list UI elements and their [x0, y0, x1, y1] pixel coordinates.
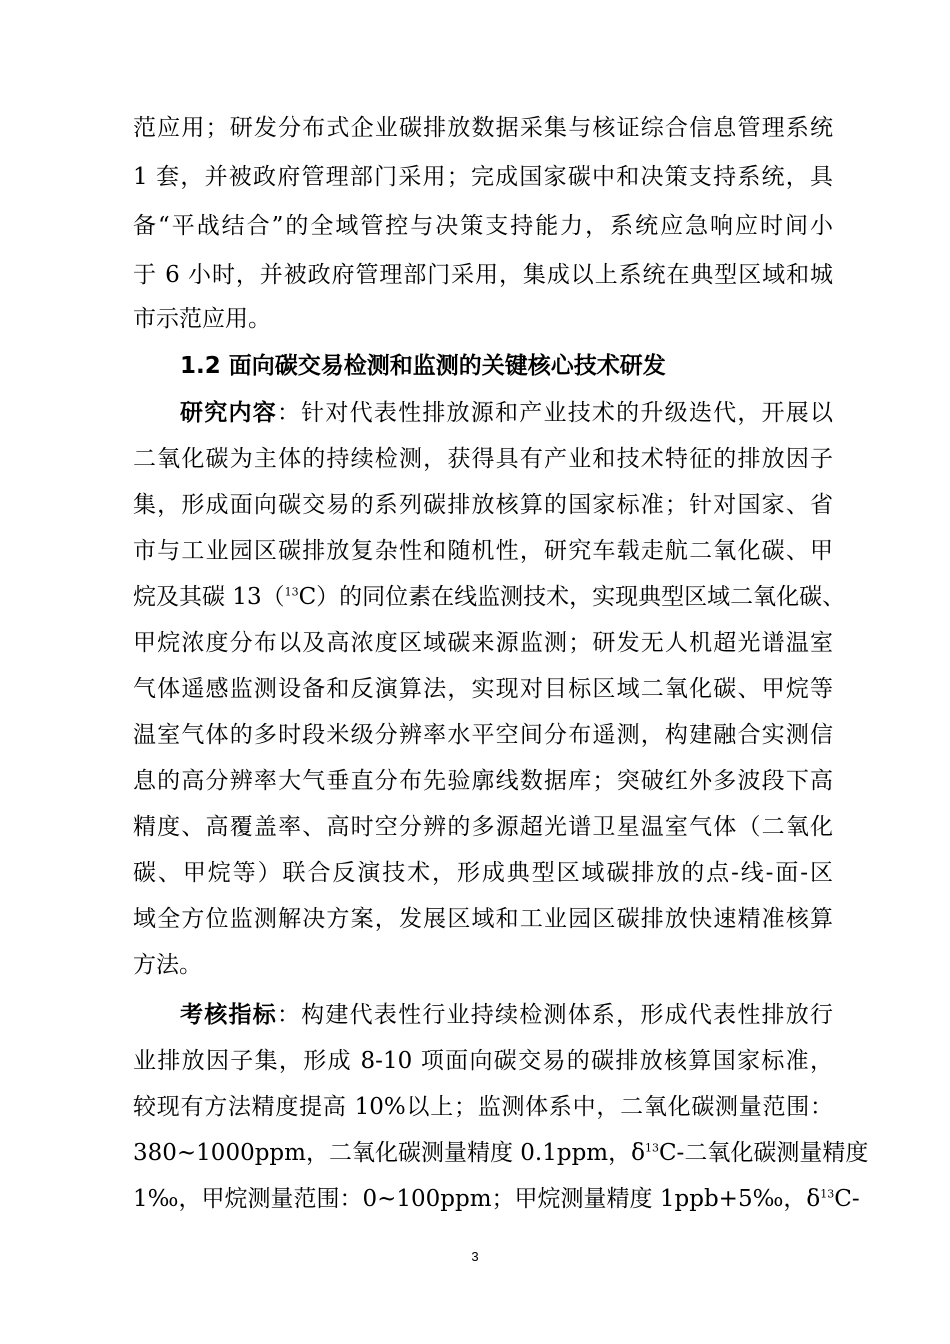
assessment-first-line [180, 998, 833, 1032]
page-number: 3 [471, 1249, 479, 1264]
body-text-line: 范应用；研发分布式企业碳排放数据采集与核证综合信息管理系统 [133, 115, 833, 141]
body-text-line: 二氧化碳为主体的持续检测，获得具有产业和技术特征的排放因子 [133, 446, 833, 472]
research-label: 研究内容 [180, 400, 277, 426]
superscript: 13 [820, 1187, 835, 1201]
body-text-line: 碳、甲烷等）联合反演技术，形成典型区域碳排放的点-线-面-区 [133, 860, 833, 886]
body-text-line: 备“平战结合”的全域管控与决策支持能力，系统应急响应时间小 [133, 213, 833, 239]
text-segment: 380~1000ppm，二氧化碳测量精度 0.1ppm，δ [133, 1140, 645, 1166]
superscript: 13 [284, 585, 299, 599]
body-text-line: 域全方位监测解决方案，发展区域和工业园区碳排放快速精准核算 [133, 906, 833, 932]
body-text-line: 集，形成面向碳交易的系列碳排放核算的国家标准；针对国家、省 [133, 492, 833, 518]
body-text-line-precision [133, 1182, 860, 1216]
body-text-line: 市示范应用。 [133, 306, 271, 332]
text-segment: C- [834, 1186, 860, 1212]
research-first-line [180, 396, 833, 430]
body-text-line: 于 6 小时，并被政府管理部门采用，集成以上系统在典型区域和城 [133, 262, 833, 288]
assessment-label: 考核指标 [180, 1002, 277, 1028]
body-text-line: 温室气体的多时段米级分辨率水平空间分布遥测，构建融合实测信 [133, 722, 833, 748]
text-segment: C）的同位素在线监测技术，实现典型区域二氧化碳、 [298, 584, 846, 610]
body-text-line: 气体遥感监测设备和反演算法，实现对目标区域二氧化碳、甲烷等 [133, 676, 833, 702]
research-first-line-text: ：针对代表性排放源和产业技术的升级迭代，开展以 [276, 400, 834, 426]
body-text-line-range [133, 1136, 869, 1170]
body-text-line: 甲烷浓度分布以及高浓度区域碳来源监测；研发无人机超光谱温室 [133, 630, 833, 656]
text-segment: 1‰，甲烷测量范围：0~100ppm；甲烷测量精度 1ppb+5‰，δ [133, 1186, 821, 1212]
text-segment: 烷及其碳 13（ [133, 584, 285, 610]
body-text-line: 业排放因子集，形成 8-10 项面向碳交易的碳排放核算国家标准， [133, 1048, 833, 1074]
body-text-line: 1 套，并被政府管理部门采用；完成国家碳中和决策支持系统，具 [133, 164, 833, 190]
text-segment: C-二氧化碳测量精度 [658, 1140, 869, 1166]
body-text-line: 市与工业园区碳排放复杂性和随机性，研究车载走航二氧化碳、甲 [133, 538, 833, 564]
assessment-first-line-text: ：构建代表性行业持续检测体系，形成代表性排放行 [276, 1002, 834, 1028]
body-text-line-isotope [133, 580, 846, 614]
section-heading: 1.2 面向碳交易检测和监测的关键核心技术研发 [180, 353, 666, 379]
superscript: 13 [644, 1141, 659, 1155]
body-text-line: 较现有方法精度提高 10%以上；监测体系中，二氧化碳测量范围： [133, 1094, 833, 1120]
body-text-line: 精度、高覆盖率、高时空分辨的多源超光谱卫星温室气体（二氧化 [133, 814, 833, 840]
body-text-line: 方法。 [133, 952, 202, 978]
body-text-line: 息的高分辨率大气垂直分布先验廓线数据库；突破红外多波段下高 [133, 768, 833, 794]
